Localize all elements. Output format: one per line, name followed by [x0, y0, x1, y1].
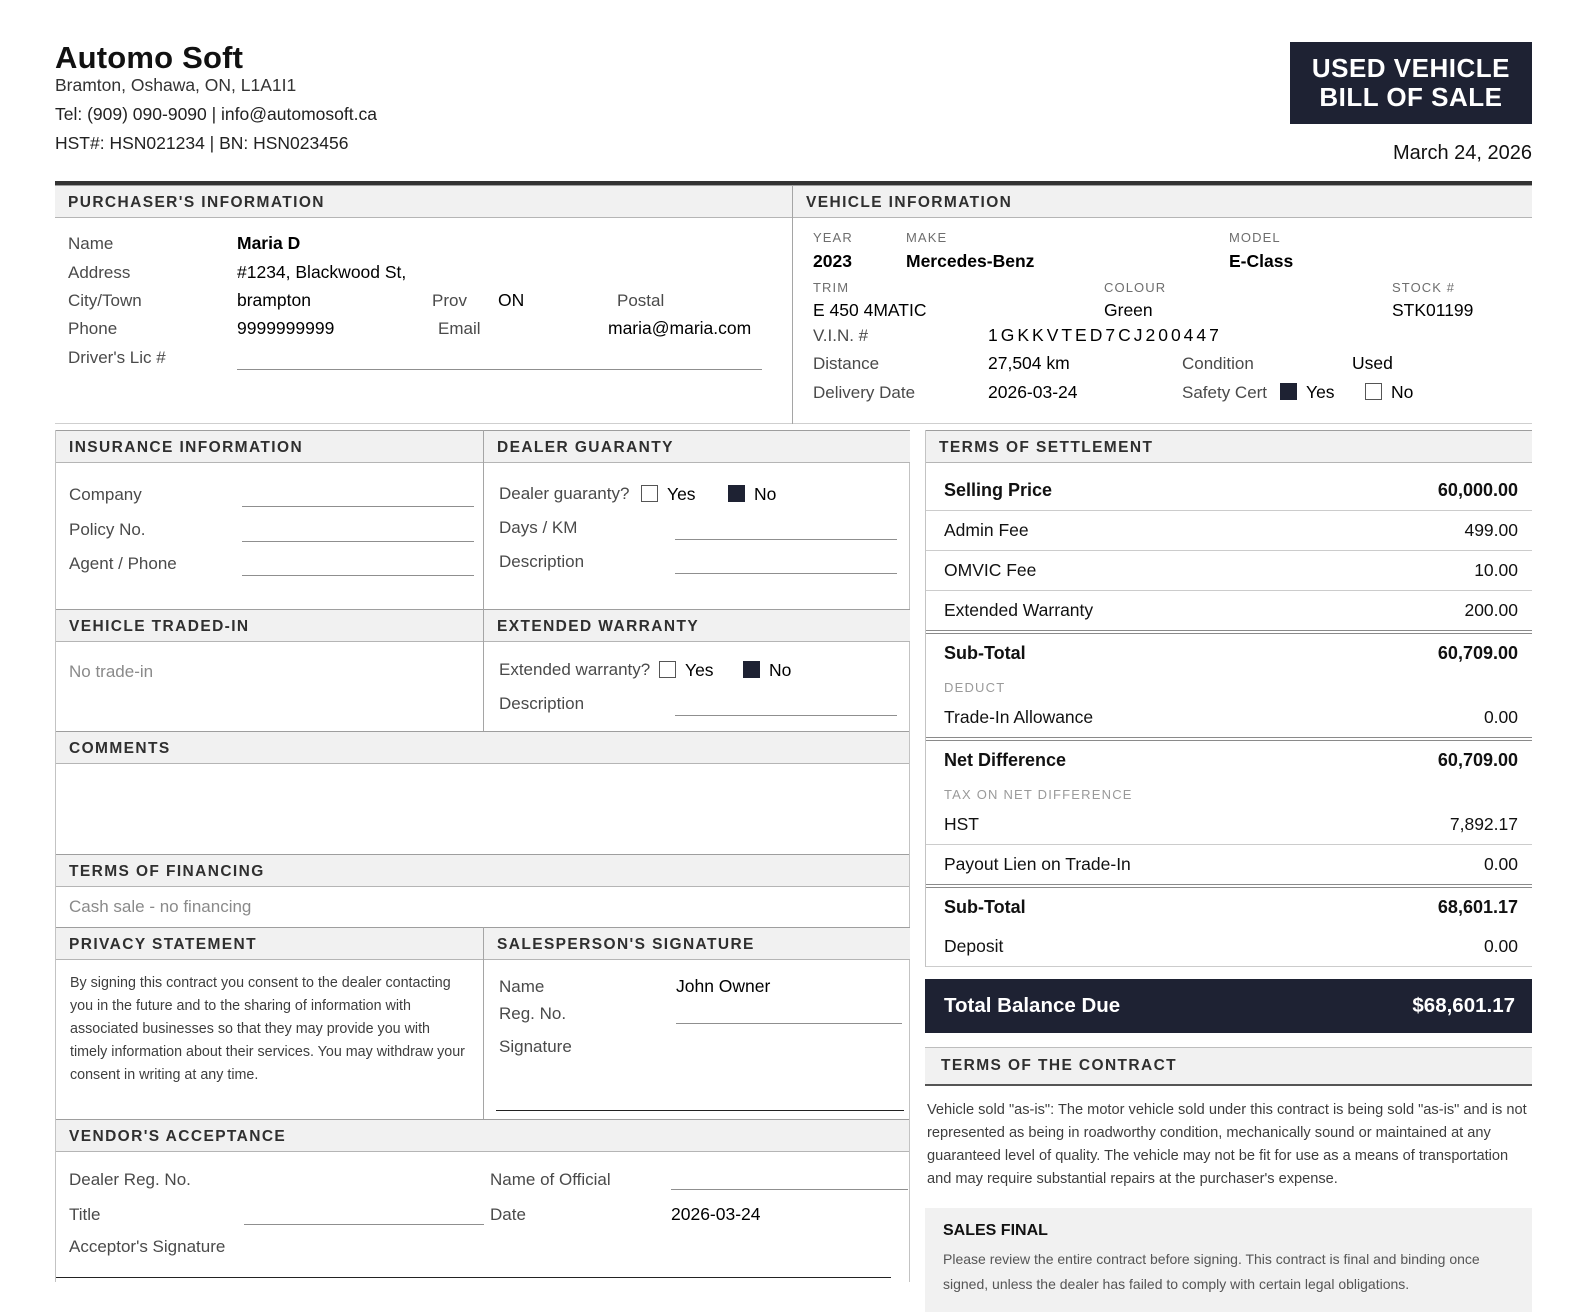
- settlement-section-title: TERMS OF SETTLEMENT: [926, 430, 1532, 463]
- settlement-row: [926, 673, 1532, 698]
- purchaser-body: [55, 218, 792, 424]
- privacy-body: [56, 960, 483, 1119]
- salesperson-body: [484, 960, 910, 1119]
- vehicle-distance-value: 27,504 km: [988, 353, 1070, 374]
- purchaser-section: [55, 185, 792, 424]
- comments-section: [55, 731, 910, 854]
- settlement-row-label: DEDUCT: [944, 680, 1006, 696]
- vendor-title-label: Title: [69, 1205, 101, 1225]
- safety-cert-no-label: No: [1391, 382, 1414, 403]
- settlement-row-label: Sub-Total: [944, 897, 1026, 918]
- vehicle-year-value: 2023: [813, 251, 852, 272]
- vehicle-model-label: MODEL: [1229, 230, 1281, 246]
- vehicle-distance-label: Distance: [813, 354, 880, 374]
- purchaser-section-title: PURCHASER'S INFORMATION: [55, 185, 792, 218]
- financing-body: [56, 887, 909, 927]
- salesperson-reg-field-line: [676, 1002, 902, 1024]
- vehicle-model-value: E-Class: [1229, 251, 1294, 272]
- settlement-section: [925, 430, 1532, 967]
- settlement-row: [926, 805, 1532, 845]
- insurance-body: [56, 463, 483, 609]
- insurance-company-label: Company: [69, 485, 142, 505]
- purchaser-prov-label: Prov: [432, 291, 467, 311]
- vehicle-safety-label: Safety Cert: [1182, 383, 1268, 403]
- trade-in-note: No trade-in: [69, 662, 154, 682]
- insurance-agent-label: Agent / Phone: [69, 554, 177, 574]
- salesperson-reg-label: Reg. No.: [499, 1004, 567, 1024]
- settlement-row: [926, 780, 1532, 805]
- sales-final-box: [925, 1208, 1532, 1312]
- safety-cert-yes-checkbox: [1280, 383, 1297, 400]
- settlement-row-value: 499.00: [1464, 520, 1518, 541]
- settlement-rows: [926, 463, 1532, 967]
- settlement-row-label: Extended Warranty: [944, 600, 1094, 621]
- purchaser-name-label: Name: [68, 234, 114, 254]
- vendor-official-field-line: [671, 1168, 908, 1190]
- extended-warranty-description-field-line: [675, 694, 897, 716]
- header-right: [1290, 42, 1532, 165]
- document-header: [55, 0, 1532, 165]
- extended-warranty-no-checkbox: [743, 661, 760, 678]
- vehicle-stock-label: STOCK #: [1392, 280, 1456, 296]
- document-type-badge: [1290, 42, 1532, 124]
- settlement-row-value: 60,000.00: [1437, 480, 1518, 501]
- insurance-policy-field-line: [242, 520, 474, 542]
- left-column: [55, 430, 910, 1312]
- contract-terms-title: TERMS OF THE CONTRACT: [925, 1047, 1532, 1086]
- badge-line-1: USED VEHICLE: [1311, 53, 1510, 83]
- vendor-signature-label: Acceptor's Signature: [69, 1237, 226, 1257]
- comments-body: [56, 764, 909, 854]
- extended-warranty-section-title: EXTENDED WARRANTY: [484, 609, 910, 642]
- salesperson-name-value: John Owner: [676, 976, 771, 997]
- settlement-row-value: 10.00: [1474, 560, 1518, 581]
- sales-final-text: Please review the entire contract before signing. This contract is final and binding once signed, unless the dealer has failed to comply with certain legal obligations.: [943, 1251, 1480, 1292]
- vendor-dealer-reg-label: Dealer Reg. No.: [69, 1170, 191, 1190]
- dealer-guaranty-yes-checkbox: [641, 485, 658, 502]
- dealer-guaranty-days-field-line: [675, 518, 897, 540]
- extended-warranty-yes-checkbox: [659, 661, 676, 678]
- settlement-row-value: 60,709.00: [1437, 643, 1518, 664]
- vehicle-year-label: YEAR: [813, 230, 853, 246]
- top-section: [55, 181, 1532, 424]
- salesperson-name-label: Name: [499, 977, 545, 997]
- vendor-date-value: 2026-03-24: [671, 1204, 761, 1225]
- vehicle-colour-value: Green: [1104, 300, 1153, 321]
- company-tax-line: HST#: HSN021234 | BN: HSN023456: [55, 133, 349, 153]
- document-date: March 24, 2026: [1393, 142, 1532, 165]
- vehicle-trim-value: E 450 4MATIC: [813, 300, 927, 321]
- settlement-row: [926, 845, 1532, 888]
- settlement-row-label: HST: [944, 814, 979, 835]
- salesperson-signature-line: [496, 1110, 904, 1111]
- purchaser-licence-field-line: [237, 348, 762, 370]
- extended-warranty-section: [483, 609, 910, 731]
- settlement-row-value: 68,601.17: [1437, 897, 1518, 918]
- dealer-guaranty-description-label: Description: [499, 552, 585, 572]
- purchaser-email-value: maria@maria.com: [608, 318, 752, 339]
- settlement-row: [926, 741, 1532, 780]
- extended-warranty-question: Extended warranty?: [499, 660, 651, 680]
- trade-in-body: [56, 642, 483, 731]
- company-name: Automo Soft: [55, 40, 244, 75]
- vehicle-vin-label: V.I.N. #: [813, 326, 869, 346]
- privacy-section-title: PRIVACY STATEMENT: [56, 927, 483, 960]
- purchaser-postal-label: Postal: [617, 291, 665, 311]
- vehicle-colour-label: COLOUR: [1104, 280, 1167, 296]
- dealer-guaranty-no-label: No: [754, 484, 777, 505]
- vendor-section: [55, 1119, 910, 1282]
- vehicle-make-value: Mercedes-Benz: [906, 251, 1035, 272]
- settlement-row-label: Trade-In Allowance: [944, 707, 1094, 728]
- salesperson-signature-label: Signature: [499, 1037, 572, 1057]
- settlement-row-label: Net Difference: [944, 750, 1067, 771]
- purchaser-prov-value: ON: [498, 290, 525, 311]
- vendor-body: [56, 1152, 909, 1282]
- company-address: Bramton, Oshawa, ON, L1A1I1: [55, 75, 297, 95]
- vendor-official-label: Name of Official: [490, 1170, 611, 1190]
- dealer-guaranty-section-title: DEALER GUARANTY: [484, 430, 910, 463]
- settlement-row-label: Deposit: [944, 936, 1004, 957]
- insurance-section: [56, 430, 483, 609]
- dealer-guaranty-body: [484, 463, 910, 609]
- vehicle-delivery-value: 2026-03-24: [988, 382, 1078, 403]
- vendor-date-label: Date: [490, 1205, 526, 1225]
- trade-in-section-title: VEHICLE TRADED-IN: [56, 609, 483, 642]
- company-contact-line: Tel: (909) 090-9090 | info@automosoft.ca: [55, 104, 377, 124]
- privacy-text: By signing this contract you consent to the dealer contacting you in the future and to the sharing of information with associated businesses so that they may provide you with timely information about their services. You may withdraw your consent in writing at any time.: [70, 975, 465, 1083]
- safety-cert-yes-label: Yes: [1306, 382, 1335, 403]
- total-balance-due-bar: [925, 979, 1532, 1033]
- extended-warranty-yes-label: Yes: [685, 660, 714, 681]
- vehicle-delivery-label: Delivery Date: [813, 383, 916, 403]
- sales-final-title: SALES FINAL: [943, 1222, 1048, 1240]
- purchaser-address-label: Address: [68, 263, 131, 283]
- insurance-policy-label: Policy No.: [69, 520, 146, 540]
- dealer-identity: [55, 42, 377, 165]
- contract-terms-text: Vehicle sold "as-is": The motor vehicle sold under this contract is being sold "as-is" and is not represented as being in roadworthy condition, mechanically sound or maintained at any guaranteed level of quality. The vehicle may not be fit for use as a means of transportation and may require substantial repairs at the purchaser's expense.: [927, 1102, 1527, 1188]
- settlement-row-value: 0.00: [1483, 854, 1518, 875]
- purchaser-name-value: Maria D: [237, 233, 301, 254]
- salesperson-section-title: SALESPERSON'S SIGNATURE: [484, 927, 910, 960]
- total-balance-due-value: $68,601.17: [1412, 994, 1515, 1018]
- badge-line-2: BILL OF SALE: [1319, 82, 1503, 113]
- privacy-signature-row: [55, 927, 910, 1119]
- vehicle-vin-value: 1GKKVTED7CJ200447: [988, 325, 1222, 346]
- settlement-row-label: TAX ON NET DIFFERENCE: [944, 787, 1133, 803]
- insurance-section-title: INSURANCE INFORMATION: [56, 430, 483, 463]
- purchaser-city-value: brampton: [237, 290, 311, 311]
- purchaser-phone-label: Phone: [68, 319, 118, 339]
- settlement-row: [926, 888, 1532, 927]
- right-column: [925, 430, 1532, 1312]
- settlement-row-value: 7,892.17: [1449, 814, 1518, 835]
- settlement-row-value: 200.00: [1464, 600, 1518, 621]
- vehicle-trim-label: TRIM: [813, 280, 850, 296]
- dealer-guaranty-days-label: Days / KM: [499, 518, 578, 538]
- extended-warranty-body: [484, 642, 910, 731]
- trade-in-section: [56, 609, 483, 731]
- settlement-row: [926, 698, 1532, 741]
- settlement-row-value: 0.00: [1483, 707, 1518, 728]
- vendor-section-title: VENDOR'S ACCEPTANCE: [56, 1119, 909, 1152]
- purchaser-address-value: #1234, Blackwood St,: [237, 262, 407, 283]
- purchaser-email-label: Email: [438, 319, 481, 339]
- vehicle-condition-value: Used: [1352, 353, 1393, 374]
- dealer-guaranty-no-checkbox: [728, 485, 745, 502]
- dealer-guaranty-description-field-line: [675, 552, 897, 574]
- vehicle-section-title: VEHICLE INFORMATION: [793, 185, 1532, 218]
- vendor-signature-line: [56, 1277, 891, 1278]
- settlement-row-label: Selling Price: [944, 480, 1053, 501]
- insurance-company-field-line: [242, 485, 474, 507]
- settlement-row-label: OMVIC Fee: [944, 560, 1037, 581]
- settlement-row-label: Sub-Total: [944, 643, 1026, 664]
- comments-section-title: COMMENTS: [56, 731, 909, 764]
- privacy-section: [56, 927, 483, 1119]
- dealer-guaranty-yes-label: Yes: [667, 484, 696, 505]
- financing-section: [55, 854, 910, 927]
- insurance-agent-field-line: [242, 554, 474, 576]
- vendor-title-field-line: [244, 1203, 484, 1225]
- vehicle-condition-label: Condition: [1182, 354, 1254, 374]
- settlement-row: [926, 591, 1532, 634]
- salesperson-section: [483, 927, 910, 1119]
- financing-note: Cash sale - no financing: [69, 897, 252, 917]
- dealer-guaranty-section: [483, 430, 910, 609]
- settlement-row: [926, 927, 1532, 967]
- settlement-row: [926, 511, 1532, 551]
- settlement-row-label: Payout Lien on Trade-In: [944, 854, 1131, 875]
- settlement-row: [926, 471, 1532, 511]
- extended-warranty-description-label: Description: [499, 694, 585, 714]
- purchaser-city-label: City/Town: [68, 291, 142, 311]
- settlement-row-value: 0.00: [1483, 936, 1518, 957]
- settlement-row: [926, 634, 1532, 673]
- purchaser-licence-label: Driver's Lic #: [68, 348, 166, 368]
- extended-warranty-no-label: No: [769, 660, 792, 681]
- dealer-guaranty-question: Dealer guaranty?: [499, 484, 630, 504]
- vehicle-stock-value: STK01199: [1392, 300, 1474, 321]
- settlement-row-label: Admin Fee: [944, 520, 1029, 541]
- contract-terms-section: [925, 1047, 1532, 1191]
- tradein-warranty-row: [55, 609, 910, 731]
- settlement-row: [926, 551, 1532, 591]
- vehicle-make-label: MAKE: [906, 230, 948, 246]
- insurance-guaranty-row: [55, 430, 910, 609]
- safety-cert-no-checkbox: [1365, 383, 1382, 400]
- purchaser-phone-value: 9999999999: [237, 318, 335, 339]
- vehicle-section: [792, 185, 1532, 424]
- bill-of-sale-page: [55, 0, 1532, 1312]
- vehicle-body: [793, 218, 1532, 424]
- total-balance-due-label: Total Balance Due: [944, 994, 1121, 1018]
- settlement-row-value: 60,709.00: [1437, 750, 1518, 771]
- main-columns: [55, 430, 1532, 1312]
- financing-section-title: TERMS OF FINANCING: [56, 854, 909, 887]
